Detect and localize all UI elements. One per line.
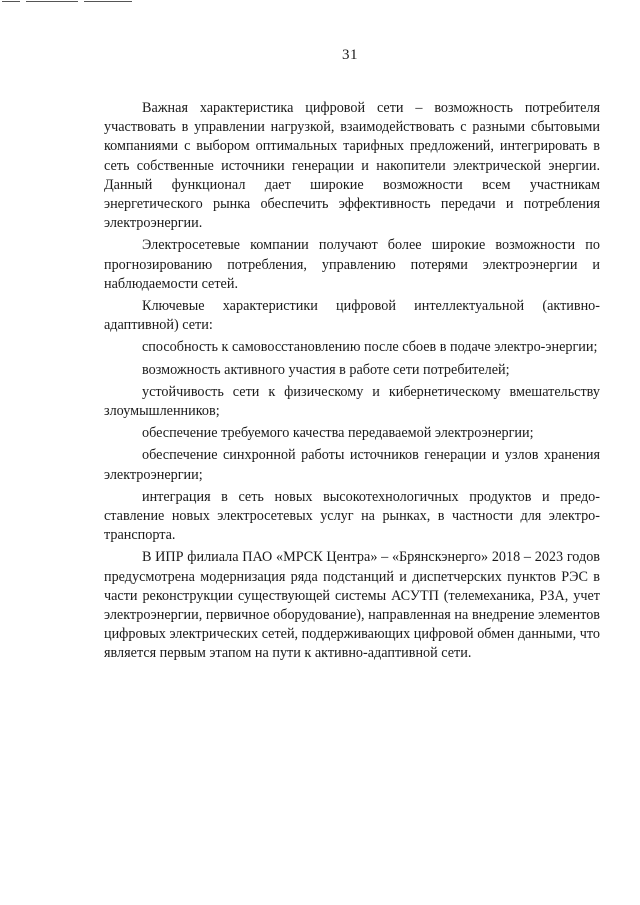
list-item-new-products-integration: интеграция в сеть новых высокотехнологичных продуктов и предо-ставление новых электросетевых услуг на рынках, в частности для электро-транспорта.: [104, 488, 600, 544]
list-item-self-healing: способность к самовосстановлению после сбоев в подаче электро-энергии;: [142, 339, 598, 356]
list-item-power-quality: обеспечение требуемого качества передаваемой электроэнергии;: [142, 425, 534, 442]
scan-edge-marks: [0, 0, 140, 4]
page-number: 31: [342, 47, 358, 63]
paragraph-grid-companies: Электросетевые компании получают более широкие возможности по прогнозированию потребления, управлению потерями электроэнергии и наблюдаемости сетей.: [104, 237, 600, 292]
document-body: [104, 99, 600, 667]
paragraph-ipr-modernization: В ИПР филиала ПАО «МРСК Центра» – «Брянскэнерго» 2018 – 2023 годов предусмотрена модернизация ряда подстанций и диспетчерских пунктов РЭС в части реконструкции существующей системы АСУТП (телемеханика, РЗА, учет электроэнергии, первичное оборудование), направленная на внедрение элементов цифровых электрических сетей, поддерживающих цифровой обмен данными, что является первым этапом на пути к активно-адаптивной сети.: [104, 549, 600, 662]
list-item-resilience: устойчивость сети к физическому и кибернетическому вмешательству злоумышленников;: [104, 383, 600, 420]
list-item-consumer-participation: возможность активного участия в работе сети потребителей;: [142, 361, 510, 378]
list-item-synchronous-operation: обеспечение синхронной работы источников генерации и узлов хранения электроэнергии;: [104, 447, 600, 483]
paragraph-digital-network-feature: Важная характеристика цифровой сети – возможность потребителя участвовать в управлении нагрузкой, взаимодействовать с разными сбытовыми компаниями с выбором оптимальных тарифных предложений, интегрировать в сеть собственные источники генерации и накопители электрической энергии. Данный функционал дает широкие возможности всем участникам энергетического рынка обеспечить эффективность передачи и потребления электроэнергии.: [104, 100, 600, 232]
paragraph-key-characteristics-intro: Ключевые характеристики цифровой интеллектуальной (активно-адаптивной) сети:: [104, 298, 600, 334]
